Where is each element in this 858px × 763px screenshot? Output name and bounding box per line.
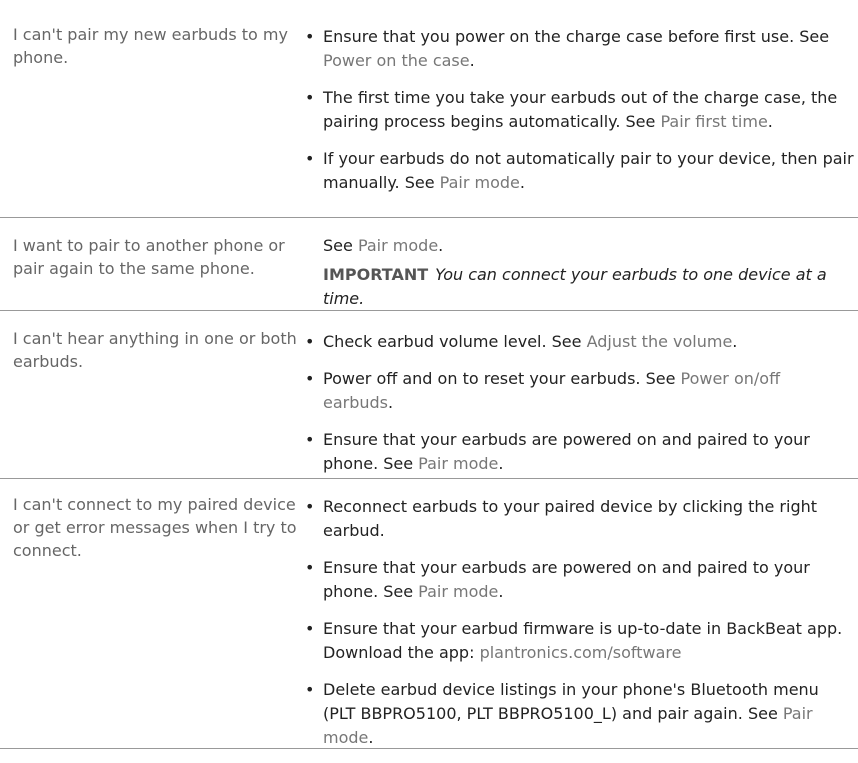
- list-item: [305, 428, 855, 476]
- question-text: I can't hear anything in one or both earbuds.: [13, 329, 297, 371]
- answer-end: .: [498, 582, 504, 601]
- list-item: [305, 617, 855, 665]
- link-plantronics-software[interactable]: plantronics.com/software: [479, 643, 682, 662]
- list-item: [305, 367, 855, 415]
- bullet-icon: •: [305, 149, 315, 168]
- link-pair-mode[interactable]: Pair mode: [439, 173, 520, 192]
- important-text: You can connect your earbuds to one device at a time.: [323, 265, 827, 308]
- bullet-icon: •: [305, 497, 315, 516]
- list-item: [305, 86, 855, 134]
- link-pair-first-time[interactable]: Pair first time: [660, 112, 768, 131]
- row-divider: [0, 310, 858, 311]
- list-item: [305, 556, 855, 604]
- list-item: [305, 495, 855, 543]
- list-item: [305, 147, 855, 195]
- answer-end: .: [438, 236, 444, 255]
- answer-end: .: [388, 393, 394, 412]
- row-divider: [0, 748, 858, 749]
- answer-list: [305, 234, 855, 311]
- answer-text: Power off and on to reset your earbuds. See: [323, 369, 681, 388]
- bullet-icon: •: [305, 558, 315, 577]
- important-note: [305, 263, 855, 311]
- link-pair-mode[interactable]: Pair mode: [418, 454, 499, 473]
- link-power-on-the-case[interactable]: Power on the case: [323, 51, 470, 70]
- bullet-icon: •: [305, 369, 315, 388]
- answer-text: The first time you take your earbuds out of the charge case, the pairing process begins automatically. See: [323, 88, 838, 131]
- row-divider: [0, 217, 858, 218]
- answer-end: .: [469, 51, 475, 70]
- answer-list: [305, 330, 855, 489]
- question-text: I can't pair my new earbuds to my phone.: [13, 25, 288, 67]
- answer-text: Ensure that you power on the charge case before first use. See: [323, 27, 830, 46]
- bullet-icon: •: [305, 619, 315, 638]
- answer-end: .: [767, 112, 773, 131]
- list-item: [305, 330, 855, 354]
- list-item: [305, 678, 855, 750]
- answer-text: If your earbuds do not automatically pair to your device, then pair manually. See: [323, 149, 854, 192]
- bullet-icon: •: [305, 332, 315, 351]
- answer-text: Check earbud volume level. See: [323, 332, 587, 351]
- answer-plain: [305, 234, 855, 258]
- answer-end: .: [732, 332, 738, 351]
- answer-end: .: [519, 173, 525, 192]
- answer-end: .: [368, 728, 374, 747]
- answer-text: Delete earbud device listings in your phone's Bluetooth menu (PLT BBPRO5100, PLT BBPRO5100_L) and pair again. See: [323, 680, 819, 723]
- link-power-on-off-earbuds[interactable]: Power on/off earbuds: [323, 369, 781, 412]
- answer-list: [305, 25, 855, 208]
- link-pair-mode[interactable]: Pair mode: [323, 704, 813, 747]
- bullet-icon: •: [305, 430, 315, 449]
- answer-text: Ensure that your earbud firmware is up-to-date in BackBeat app. Download the app:: [323, 619, 843, 662]
- bullet-icon: •: [305, 680, 315, 699]
- link-pair-mode[interactable]: Pair mode: [418, 582, 499, 601]
- answer-text: Reconnect earbuds to your paired device by clicking the right earbud.: [323, 497, 818, 540]
- row-divider: [0, 478, 858, 479]
- bullet-icon: •: [305, 88, 315, 107]
- list-item: [305, 25, 855, 73]
- link-pair-mode[interactable]: Pair mode: [357, 236, 439, 255]
- bullet-icon: •: [305, 27, 315, 46]
- important-label: IMPORTANT: [323, 265, 429, 284]
- answer-text: See: [323, 236, 358, 255]
- answer-end: .: [498, 454, 504, 473]
- question-text: I can't connect to my paired device or get error messages when I try to connect.: [13, 495, 297, 560]
- answer-text: Ensure that your earbuds are powered on and paired to your phone. See: [323, 558, 810, 601]
- question-text: I want to pair to another phone or pair again to the same phone.: [13, 236, 285, 278]
- answer-text: Ensure that your earbuds are powered on and paired to your phone. See: [323, 430, 810, 473]
- link-adjust-the-volume[interactable]: Adjust the volume: [586, 332, 733, 351]
- answer-list: [305, 495, 855, 763]
